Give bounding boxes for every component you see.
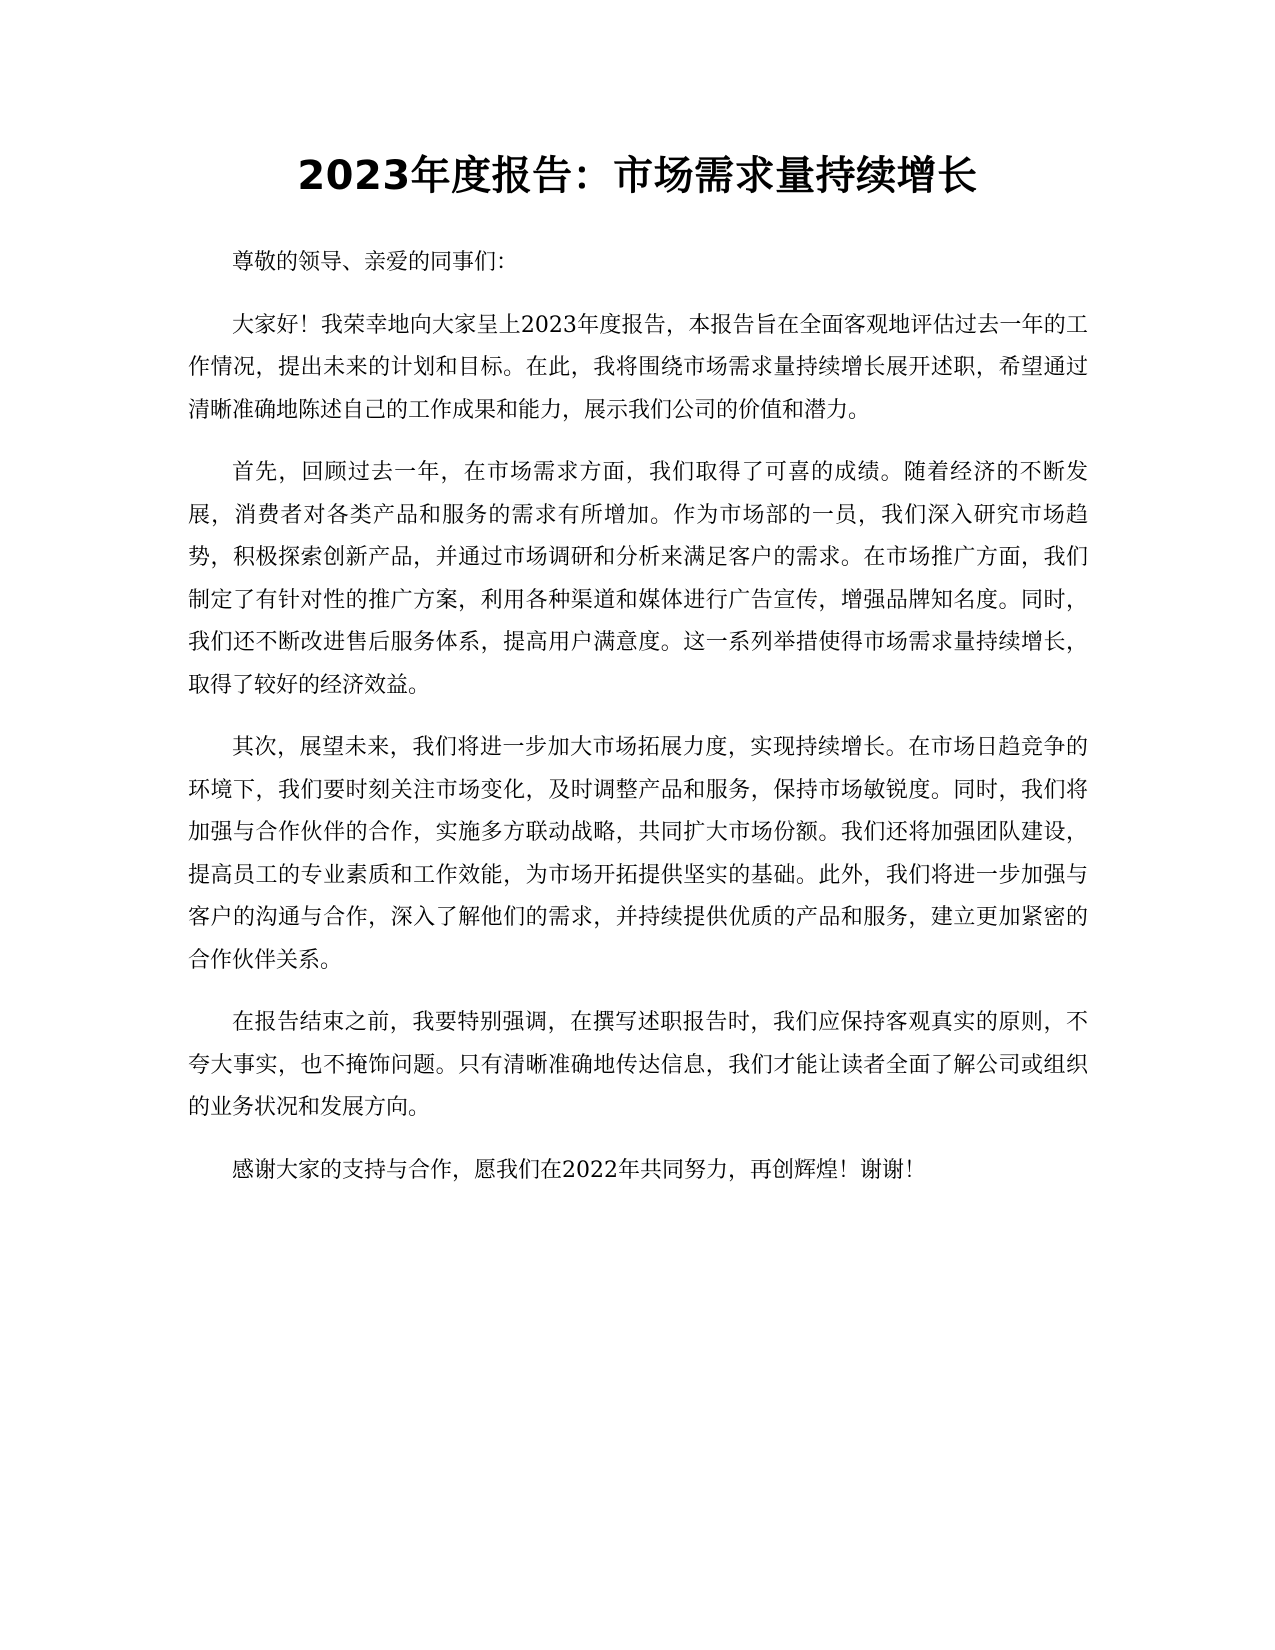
document-title: 2023年度报告：市场需求量持续增长 <box>297 153 978 199</box>
salutation-paragraph: 尊敬的领导、亲爱的同事们： <box>232 250 519 275</box>
intro-paragraph: 大家好！我荣幸地向大家呈上2023年度报告，本报告旨在全面客观地评估过去一年的工作情况，提出未来的计划和目标。在此，我将围绕市场需求量持续增长展开述职，希望通过清晰准确地陈述自己的工作成果和能力，展示我们公司的价值和潜力。 <box>188 312 1088 423</box>
document-body <box>188 242 1088 1212</box>
thanks-paragraph: 感谢大家的支持与合作，愿我们在2022年共同努力，再创辉煌！谢谢！ <box>232 1157 926 1183</box>
closing-remarks-paragraph: 在报告结束之前，我要特别强调，在撰写述职报告时，我们应保持客观真实的原则，不夸大事实，也不掩饰问题。只有清晰准确地传达信息，我们才能让读者全面了解公司或组织的业务状况和发展方向。 <box>188 1010 1088 1120</box>
outlook-paragraph: 其次，展望未来，我们将进一步加大市场拓展力度，实现持续增长。在市场日趋竞争的环境下，我们要时刻关注市场变化，及时调整产品和服务，保持市场敏锐度。同时，我们将加强与合作伙伴的合作，实施多方联动战略，共同扩大市场份额。我们还将加强团队建设，提高员工的专业素质和工作效能，为市场开拓提供坚实的基础。此外，我们将进一步加强与客户的沟通与合作，深入了解他们的需求，并持续提供优质的产品和服务，建立更加紧密的合作伙伴关系。 <box>188 735 1088 973</box>
review-paragraph: 首先，回顾过去一年，在市场需求方面，我们取得了可喜的成绩。随着经济的不断发展，消费者对各类产品和服务的需求有所增加。作为市场部的一员，我们深入研究市场趋势，积极探索创新产品，并通过市场调研和分析来满足客户的需求。在市场推广方面，我们制定了有针对性的推广方案，利用各种渠道和媒体进行广告宣传，增强品牌知名度。同时，我们还不断改进售后服务体系，提高用户满意度。这一系列举措使得市场需求量持续增长，取得了较好的经济效益。 <box>188 460 1088 698</box>
